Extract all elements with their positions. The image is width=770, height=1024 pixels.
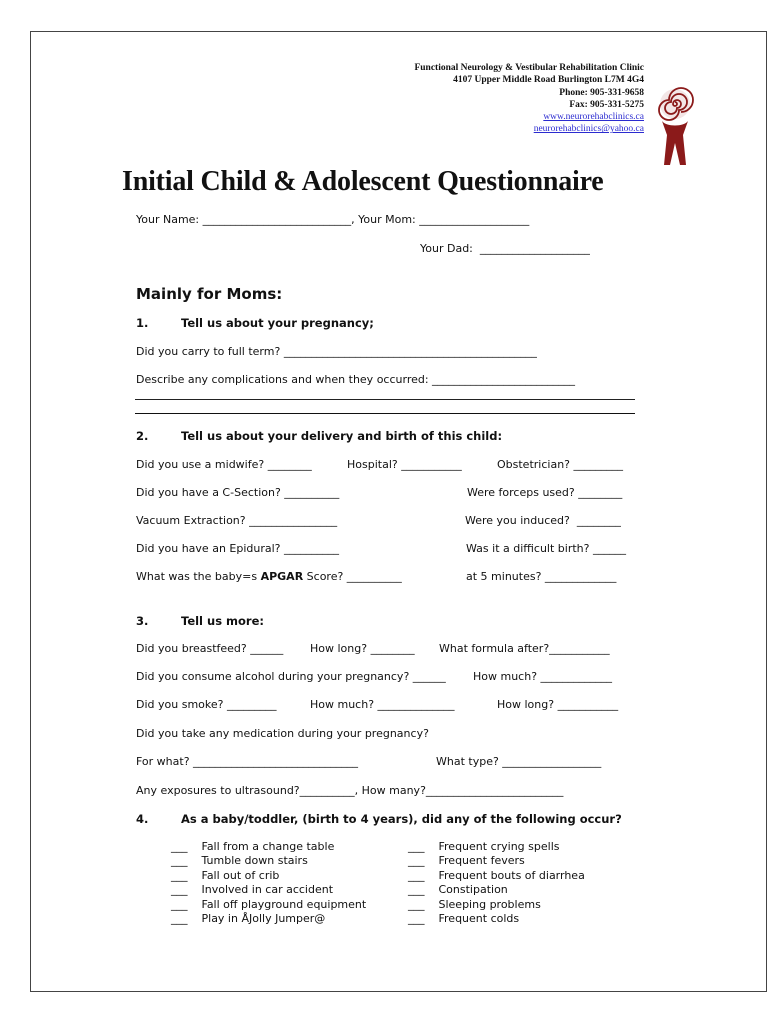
- alcohol-field[interactable]: Did you consume alcohol during your pregnancy? ______: [136, 670, 446, 683]
- apgar-label-pre: What was the baby=s: [136, 570, 261, 583]
- midwife-field[interactable]: Did you use a midwife? ________: [136, 458, 312, 471]
- list-item[interactable]: ___ Tumble down stairs: [171, 854, 308, 868]
- ultrasound-field[interactable]: Any exposures to ultrasound?__________, How many?_________________________: [136, 784, 564, 797]
- apgar-field[interactable]: [136, 570, 402, 583]
- formula-field[interactable]: What formula after?___________: [439, 642, 610, 655]
- clinic-fax: Fax: 905-331-5275: [569, 99, 644, 110]
- alcohol-how-much-field[interactable]: How much? _____________: [473, 670, 613, 683]
- breastfeed-field[interactable]: Did you breastfeed? ______: [136, 642, 284, 655]
- mainly-for-moms-heading: Mainly for Moms:: [136, 285, 283, 303]
- clinic-address: 4107 Upper Middle Road Burlington L7M 4G4: [453, 75, 644, 86]
- clinic-logo-icon: [656, 87, 694, 167]
- induced-field[interactable]: Were you induced? ________: [465, 514, 621, 527]
- your-dad-field[interactable]: Your Dad: ____________________: [420, 242, 590, 255]
- clinic-email-link[interactable]: neurorehabclinics@yahoo.ca: [533, 124, 644, 135]
- obstetrician-field[interactable]: Obstetrician? _________: [497, 458, 623, 471]
- forceps-field[interactable]: Were forceps used? ________: [467, 486, 623, 499]
- breastfeed-how-long-field[interactable]: How long? ________: [310, 642, 415, 655]
- list-item[interactable]: ___ Frequent colds: [408, 912, 520, 926]
- list-item[interactable]: ___ Involved in car accident: [171, 883, 334, 897]
- section3-number: 3.: [136, 614, 149, 628]
- difficult-birth-field[interactable]: Was it a difficult birth? ______: [466, 542, 626, 555]
- five-minutes-field[interactable]: at 5 minutes? _____________: [466, 570, 617, 583]
- list-item[interactable]: ___ Sleeping problems: [408, 897, 541, 911]
- list-item[interactable]: ___ Play in ÅJolly Jumper@: [171, 912, 326, 926]
- section1-heading: Tell us about your pregnancy;: [181, 316, 374, 330]
- your-name-mom-field[interactable]: Your Name: ___________________________, Your Mom: ____________________: [136, 213, 530, 226]
- c-section-field[interactable]: Did you have a C-Section? __________: [136, 486, 340, 499]
- list-item[interactable]: ___ Constipation: [408, 883, 508, 897]
- full-term-field[interactable]: Did you carry to full term? ______________________________________________: [136, 345, 537, 358]
- medication-question: Did you take any medication during your pregnancy?: [136, 727, 429, 740]
- clinic-info: [414, 62, 644, 136]
- section3-heading: Tell us more:: [181, 614, 264, 628]
- section4-number: 4.: [136, 812, 149, 826]
- list-item[interactable]: ___ Frequent fevers: [408, 854, 525, 868]
- vacuum-field[interactable]: Vacuum Extraction? ________________: [136, 514, 338, 527]
- list-item[interactable]: ___ Fall out of crib: [171, 868, 280, 882]
- list-item[interactable]: ___ Fall from a change table: [171, 840, 335, 853]
- apgar-label-bold: APGAR: [260, 570, 304, 583]
- epidural-field[interactable]: Did you have an Epidural? __________: [136, 542, 340, 555]
- checklist-right: [408, 840, 585, 926]
- list-item[interactable]: ___ Fall off playground equipment: [171, 897, 367, 911]
- section1-number: 1.: [136, 316, 149, 330]
- list-item[interactable]: ___ Frequent crying spells: [408, 840, 560, 853]
- what-type-field[interactable]: What type? __________________: [436, 755, 602, 768]
- section2-heading: Tell us about your delivery and birth of this child:: [181, 429, 503, 443]
- clinic-phone: Phone: 905-331-9658: [559, 87, 644, 98]
- clinic-name: Functional Neurology & Vestibular Rehabilitation Clinic: [414, 63, 644, 73]
- list-item[interactable]: ___ Frequent bouts of diarrhea: [408, 868, 585, 882]
- clinic-website-link[interactable]: www.neurorehabclinics.ca: [543, 112, 644, 123]
- page-title: Initial Child & Adolescent Questionnaire: [122, 166, 604, 197]
- apgar-label-post: Score? __________: [303, 570, 402, 583]
- complications-line-1[interactable]: [135, 399, 635, 400]
- complications-field[interactable]: Describe any complications and when they occurred: __________________________: [136, 373, 576, 386]
- hospital-field[interactable]: Hospital? ___________: [347, 458, 462, 471]
- section4-heading: As a baby/toddler, (birth to 4 years), did any of the following occur?: [181, 812, 622, 826]
- for-what-field[interactable]: For what? ______________________________: [136, 755, 359, 768]
- complications-line-2[interactable]: [135, 413, 635, 414]
- smoke-how-much-field[interactable]: How much? ______________: [310, 698, 455, 711]
- smoke-field[interactable]: Did you smoke? _________: [136, 698, 277, 711]
- smoke-how-long-field[interactable]: How long? ___________: [497, 698, 619, 711]
- checklist-left: [171, 840, 366, 926]
- section2-number: 2.: [136, 429, 149, 443]
